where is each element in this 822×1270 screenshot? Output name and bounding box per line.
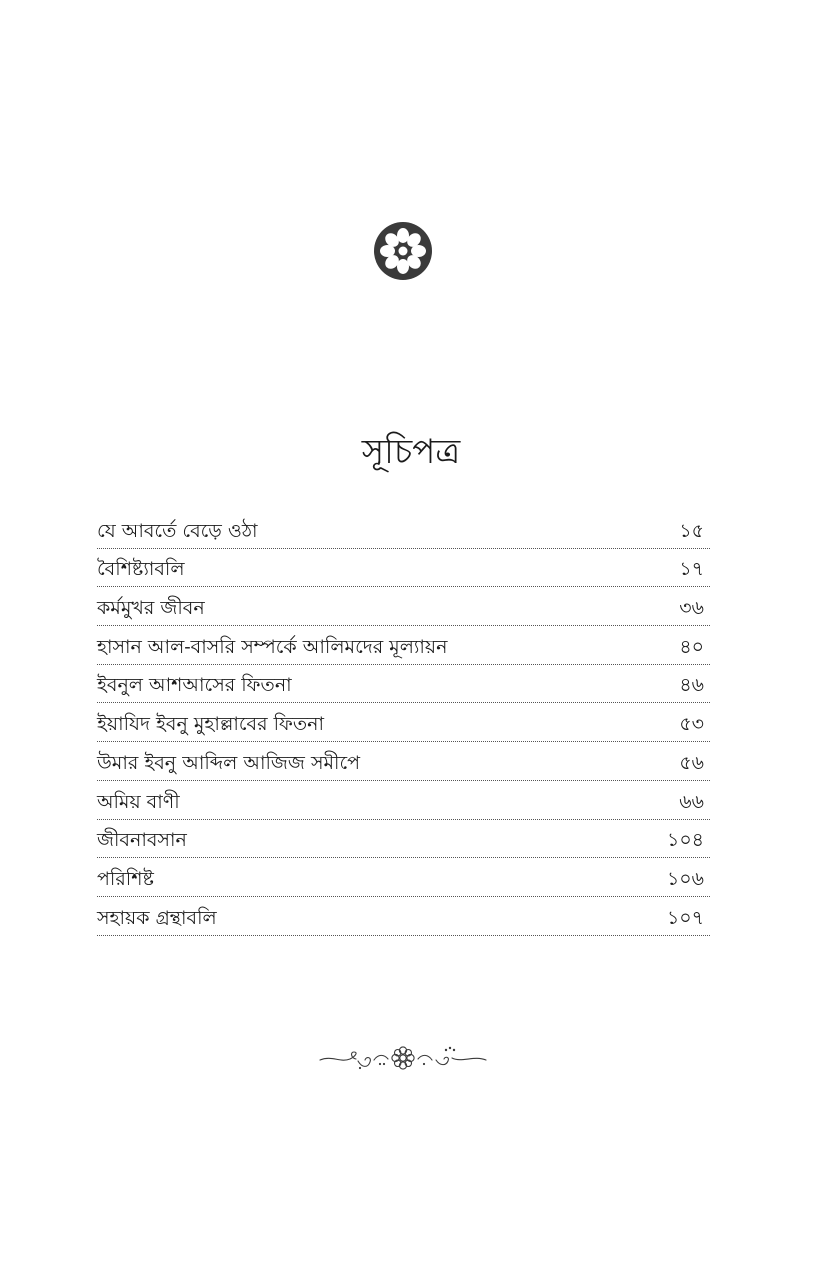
toc-entry[interactable] — [97, 665, 710, 704]
toc-entry-page: ৪৬ — [679, 674, 704, 697]
toc-title: সূচিপত্র — [361, 432, 461, 472]
flower-medallion-icon — [373, 221, 433, 281]
toc-entry[interactable] — [97, 549, 710, 588]
toc-list — [97, 510, 710, 936]
toc-entry-page: ১০৬ — [666, 867, 704, 890]
toc-entry-title: কর্মমুখর জীবন — [97, 597, 205, 620]
toc-entry[interactable] — [97, 626, 710, 665]
toc-entry-page: ৫৩ — [679, 713, 704, 736]
toc-entry-page: ১৫ — [679, 519, 704, 542]
toc-entry[interactable] — [97, 742, 710, 781]
toc-entry-title: ইয়াযিদ ইবনু মুহাল্লাবের ফিতনা — [97, 713, 325, 736]
toc-entry-title: উমার ইবনু আব্দিল আজিজ সমীপে — [97, 751, 361, 774]
toc-entry[interactable] — [97, 587, 710, 626]
toc-entry[interactable] — [97, 510, 710, 549]
toc-entry-page: ৬৬ — [679, 790, 704, 813]
toc-entry-title: হাসান আল-বাসরি সম্পর্কে আলিমদের মূল্যায়ন — [97, 635, 448, 658]
toc-entry[interactable] — [97, 858, 710, 897]
toc-entry-title: সহায়ক গ্রন্থাবলি — [97, 906, 217, 929]
toc-entry-page: ১০৭ — [666, 906, 704, 929]
toc-entry-page: ১৭ — [679, 558, 704, 581]
floral-divider-icon — [318, 1042, 488, 1074]
toc-entry-page: ৫৬ — [679, 751, 704, 774]
toc-entry-title: জীবনাবসান — [97, 829, 187, 852]
toc-entry-title: যে আবর্তে বেড়ে ওঠা — [97, 519, 258, 542]
toc-entry-title: ইবনুল আশআসের ফিতনা — [97, 674, 292, 697]
toc-entry-title: বৈশিষ্ট্যাবলি — [97, 558, 185, 581]
toc-entry-page: ৪০ — [679, 635, 704, 658]
toc-entry-page: ১০৪ — [666, 829, 704, 852]
toc-entry[interactable] — [97, 703, 710, 742]
toc-entry[interactable] — [97, 781, 710, 820]
toc-entry-title: অমিয় বাণী — [97, 790, 180, 813]
toc-entry-title: পরিশিষ্ট — [97, 867, 154, 890]
toc-entry-page: ৩৬ — [679, 597, 704, 620]
toc-entry[interactable] — [97, 897, 710, 936]
toc-entry[interactable] — [97, 820, 710, 859]
